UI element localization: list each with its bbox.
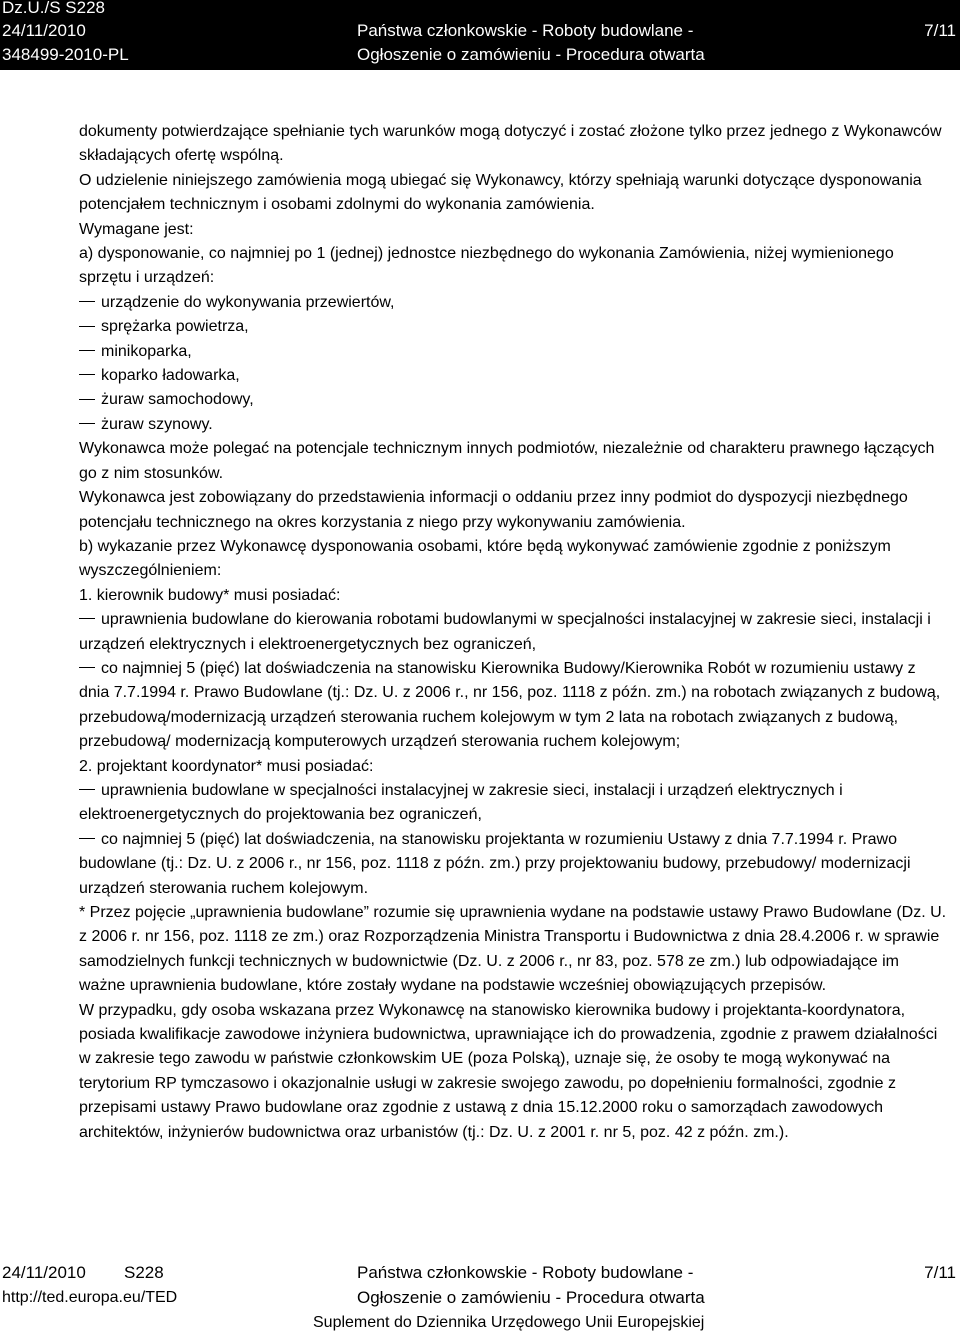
dash-list-item bbox=[79, 657, 949, 755]
dash-bullet bbox=[79, 789, 95, 790]
paragraph bbox=[79, 120, 949, 169]
dash-bullet bbox=[79, 374, 95, 375]
paragraph-text: a) dysponowanie, co najmniej po 1 (jednej) jednostce niezbędnego do wykonania Zamówienia, niżej wymienionego sprzętu i urządzeń: bbox=[79, 245, 894, 287]
page-header bbox=[0, 0, 960, 70]
dash-bullet bbox=[79, 301, 95, 302]
dash-list-item bbox=[79, 828, 949, 901]
paragraph-text: co najmniej 5 (pięć) lat doświadczenia, na stanowisku projektanta w rozumieniu Ustawy z dnia 7.7.1994 r. Prawo budowlane (tj.: Dz. U. z 2006 r., nr 156, poz. 1118 z późn. zm.) przy projektowaniu budowy, przebudowy/ modernizacji urządzeń sterowania ruchem kolejowym. bbox=[79, 830, 911, 897]
dash-list-item bbox=[79, 779, 949, 828]
dash-bullet bbox=[79, 667, 95, 668]
paragraph bbox=[79, 242, 949, 291]
paragraph-text: uprawnienia budowlane do kierowania robotami budowlanymi w specjalności instalacyjnej w zakresie sieci, instalacji i urządzeń elektrycznych i elektroenergetycznych bez ograniczeń, bbox=[79, 611, 931, 653]
paragraph-text: sprężarka powietrza, bbox=[101, 318, 249, 336]
paragraph-text: uprawnienia budowlane w specjalności instalacyjnej w zakresie sieci, instalacji i urządzeń elektrycznych i elektroenergetycznych do projektowania bez ograniczeń, bbox=[79, 781, 843, 824]
footer-title-line3: Suplement do Dziennika Urzędowego Unii Europejskiej bbox=[313, 1314, 705, 1331]
footer-series: S228 bbox=[124, 1263, 164, 1282]
paragraph bbox=[79, 218, 949, 242]
dash-bullet bbox=[79, 423, 95, 424]
paragraph-text: co najmniej 5 (pięć) lat doświadczenia na stanowisku Kierownika Budowy/Kierownika Robót w rozumieniu ustawy z dnia 7.7.1994 r. Prawo Budowlane (tj.: Dz. U. z 2006 r., nr 156, poz. 1118 z późn. zm.) na robotach związanych z budową, przebudową/modernizacją urządzeń sterowania ruchem kolejowym w tym 2 lata na robotach związanych z budową, przebudową/ modernizacją komputerowych urządzeń sterowania ruchem kolejowym; bbox=[79, 659, 941, 751]
dash-list-item bbox=[79, 291, 949, 315]
footer-date: 24/11/2010 bbox=[2, 1263, 86, 1282]
paragraph-text: 1. kierownik budowy* musi posiadać: bbox=[79, 586, 341, 604]
dash-list-item bbox=[79, 364, 949, 388]
dash-bullet bbox=[79, 326, 95, 327]
paragraph bbox=[79, 999, 949, 1145]
paragraph-text: dokumenty potwierdzające spełnianie tych warunków mogą dotyczyć i zostać złożone tylko przez jednego z Wykonawców składających ofertę wspólną. bbox=[79, 123, 942, 165]
paragraph bbox=[79, 901, 949, 999]
header-title-line2: Ogłoszenie o zamówieniu - Procedura otwarta bbox=[357, 45, 705, 64]
paragraph bbox=[79, 486, 949, 535]
paragraph bbox=[79, 755, 949, 779]
paragraph-text: * Przez pojęcie „uprawnienia budowlane” rozumie się uprawnienia wydane na podstawie ustawy Prawo Budowlane (Dz. U. z 2006 r. nr 156, poz. 1118 ze zm.) oraz Rozporządzenia Ministra Transportu i Budownictwa z dnia 28.4.2006 r. w sprawie samodzielnych funkcji technicznych w budownictwie (Dz. U. z 2006 r., nr 83, poz. 578 ze zm.) lub odpowiadające im ważne uprawnienia budowlane, które zostały wydane na podstawie wcześniej obowiązujących przepisów. bbox=[79, 904, 947, 995]
paragraph-text: Wykonawca jest zobowiązany do przedstawienia informacji o oddaniu przez inny podmiot do dyspozycji niezbędnego potencjału technicznego na okres korzystania z niego przy wykonywaniu zamówienia. bbox=[79, 489, 908, 531]
dash-list-item bbox=[79, 608, 949, 657]
header-page-number: 7/11 bbox=[924, 21, 956, 40]
page-footer bbox=[0, 1262, 960, 1334]
paragraph bbox=[79, 169, 949, 218]
paragraph-text: O udzielenie niniejszego zamówienia mogą ubiegać się Wykonawcy, którzy spełniają warunki dotyczące dysponowania potencjałem technicznym i osobami zdolnymi do wykonania zamówienia. bbox=[79, 171, 922, 214]
notice-id: 348499-2010-PL bbox=[2, 45, 129, 64]
header-date: 24/11/2010 bbox=[2, 21, 86, 40]
footer-title-line1: Państwa członkowskie - Roboty budowlane - bbox=[357, 1263, 694, 1282]
dash-list-item bbox=[79, 413, 949, 437]
doc-reference: Dz.U./S S228 bbox=[2, 0, 105, 17]
paragraph-text: 2. projektant koordynator* musi posiadać: bbox=[79, 757, 374, 775]
paragraph bbox=[79, 535, 949, 584]
dash-bullet bbox=[79, 618, 95, 619]
paragraph-text: żuraw szynowy. bbox=[101, 415, 213, 433]
dash-list-item bbox=[79, 340, 949, 364]
footer-page-number: 7/11 bbox=[924, 1263, 956, 1282]
header-title-line1: Państwa członkowskie - Roboty budowlane - bbox=[357, 21, 694, 40]
paragraph bbox=[79, 584, 949, 608]
footer-url[interactable]: http://ted.europa.eu/TED bbox=[2, 1289, 178, 1306]
dash-bullet bbox=[79, 399, 95, 400]
paragraph-text: b) wykazanie przez Wykonawcę dysponowania osobami, które będą wykonywać zamówienie zgodnie z poniższym wyszczególnieniem: bbox=[79, 537, 891, 580]
dash-bullet bbox=[79, 838, 95, 839]
dash-bullet bbox=[79, 350, 95, 351]
paragraph-text: Wymagane jest: bbox=[79, 220, 194, 238]
dash-list-item bbox=[79, 315, 949, 339]
dash-list-item bbox=[79, 388, 949, 412]
paragraph-text: Wykonawca może polegać na potencjale technicznym innych podmiotów, niezależnie od charakteru prawnego łączących go z nim stosunków. bbox=[79, 440, 935, 482]
paragraph-text: żuraw samochodowy, bbox=[101, 391, 254, 409]
document-body bbox=[79, 120, 949, 1145]
paragraph bbox=[79, 437, 949, 486]
paragraph-text: urządzenie do wykonywania przewiertów, bbox=[101, 293, 395, 311]
footer-title-line2: Ogłoszenie o zamówieniu - Procedura otwarta bbox=[357, 1288, 705, 1307]
paragraph-text: W przypadku, gdy osoba wskazana przez Wykonawcę na stanowisko kierownika budowy i projektanta-koordynatora, posiada kwalifikacje zawodowe inżyniera budownictwa, uprawniające ich do prowadzenia, zgodnie z prawem działalności w zakresie tego zawodu w państwie członkowskim UE (poza Polską), uznaje się, że osoby te mogą wykonywać na terytorium RP tymczasowo i okazjonalnie usługi w zakresie swojego zawodu, po dopełnieniu formalności, zgodnie z przepisami ustawy Prawo budowlane oraz zgodnie z ustawą z dnia 15.12.2000 roku o samorządach zawodowych architektów, inżynierów budownictwa oraz urbanistów (tj.: Dz. U. z 2001 r. nr 5, poz. 42 z późn. zm.). bbox=[79, 1001, 938, 1141]
paragraph-text: koparko ładowarka, bbox=[101, 367, 240, 385]
paragraph-text: minikoparka, bbox=[101, 342, 192, 360]
